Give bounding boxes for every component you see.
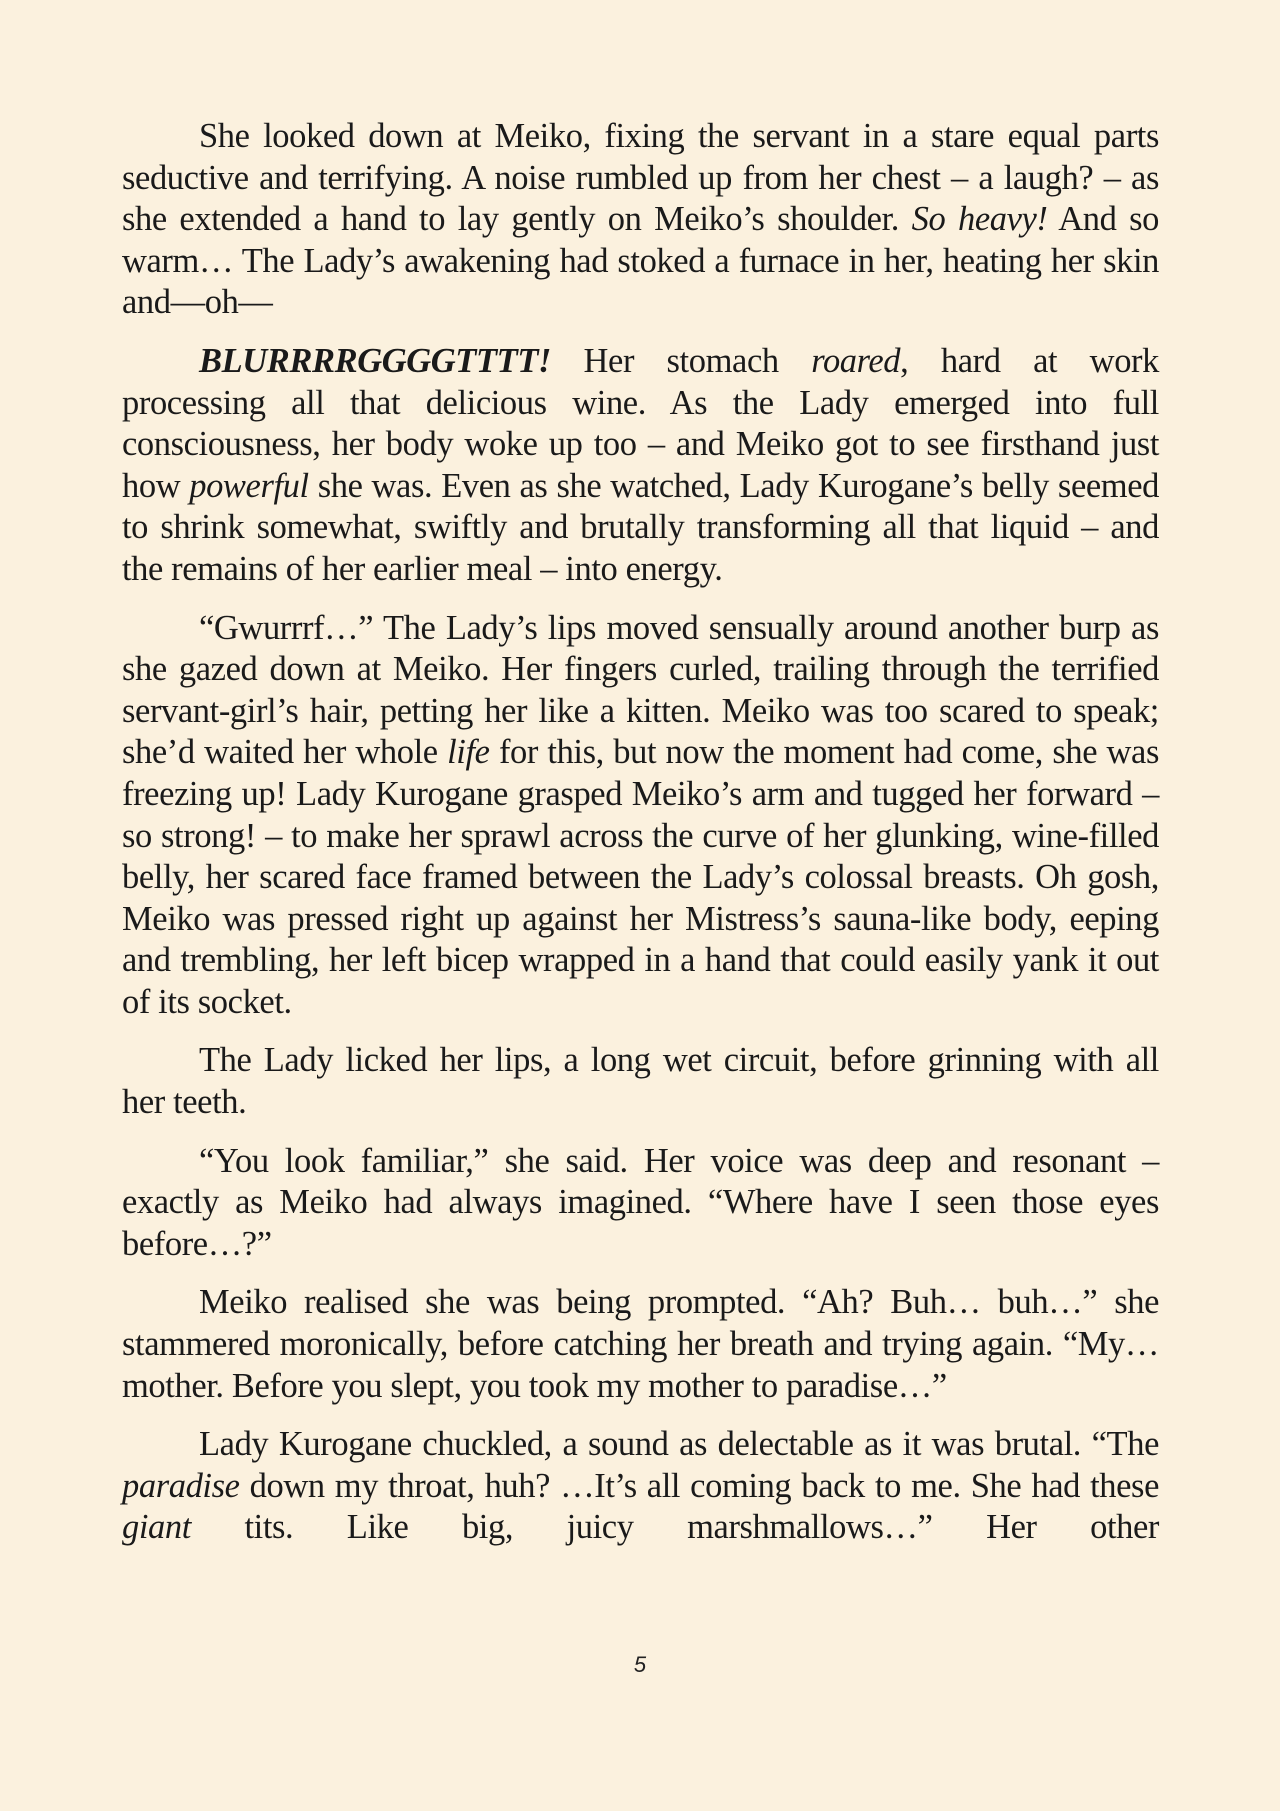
text-run: Her stomach xyxy=(551,341,812,380)
text-run: down my throat, huh? …It’s all coming back to me. She had these xyxy=(239,1466,1159,1505)
paragraph xyxy=(122,1141,1159,1266)
text-run: , hard at work processing all that delicious wine. As the Lady emerged into full consciousness, her body woke up too – and Meiko got to see firsthand just how xyxy=(122,341,1159,505)
paragraph xyxy=(122,1424,1159,1549)
paragraph xyxy=(122,608,1159,1024)
paragraph xyxy=(122,116,1159,324)
text-run: for this, but now the moment had come, she was freezing up! Lady Kurogane grasped Meiko’s arm and tugged her forward – so strong! – to make her sprawl across the curve of her glunking, wine-filled belly, her scared face framed between the Lady’s colossal breasts. Oh gosh, Meiko was pressed right up against her Mistress’s sauna-like body, eeping and trembling, her left bicep wrapped in a hand that could easily yank it out of its socket. xyxy=(122,733,1159,1021)
emphasis-text: So heavy! xyxy=(911,200,1048,239)
emphasis-text: BLURRRRGGGGTTTT! xyxy=(199,341,552,380)
paragraph xyxy=(122,1282,1159,1407)
text-run: Meiko realised she was being prompted. “Ah? Buh… buh…” she stammered moronically, before catching her breath and trying again. “My… mother. Before you slept, you took my mother to paradise…” xyxy=(122,1283,1159,1405)
paragraph xyxy=(122,341,1159,591)
emphasis-text: roared xyxy=(811,341,901,380)
page-body-text xyxy=(122,116,1159,1566)
text-run: She looked down at Meiko, fixing the servant in a stare equal parts seductive and terrifying. A noise rumbled up from her chest – a laugh? – as she extended a hand to lay gently on Meiko’s shoulder. xyxy=(122,117,1159,239)
text-run: The Lady licked her lips, a long wet circuit, before grinning with all her teeth. xyxy=(122,1041,1159,1122)
text-run: “You look familiar,” she said. Her voice was deep and resonant – exactly as Meiko had always imagined. “Where have I seen those eyes before…?” xyxy=(122,1141,1159,1263)
emphasis-text: giant xyxy=(122,1508,191,1547)
text-run: tits. Like big, juicy marshmallows…” Her other xyxy=(190,1508,1159,1547)
text-run: she was. Even as she watched, Lady Kurogane’s belly seemed to shrink somewhat, swiftly and brutally transforming all that liquid – and the remains of her earlier meal – into energy. xyxy=(122,466,1159,588)
page-number: 5 xyxy=(633,1652,647,1677)
text-run: And so warm… The Lady’s awakening had stoked a furnace in her, heating her skin and—oh— xyxy=(122,200,1160,322)
paragraph xyxy=(122,1040,1159,1123)
emphasis-text: paradise xyxy=(122,1466,240,1505)
emphasis-text: life xyxy=(447,733,490,772)
text-run: “Gwurrrf…” The Lady’s lips moved sensually around another burp as she gazed down at Meiko. Her fingers curled, trailing through the terrified servant-girl’s hair, petting her like a kitten. Meiko was too scared to speak; she’d waited her whole xyxy=(122,608,1159,772)
emphasis-text: powerful xyxy=(189,466,309,505)
text-run: Lady Kurogane chuckled, a sound as delectable as it was brutal. “The xyxy=(199,1425,1159,1464)
